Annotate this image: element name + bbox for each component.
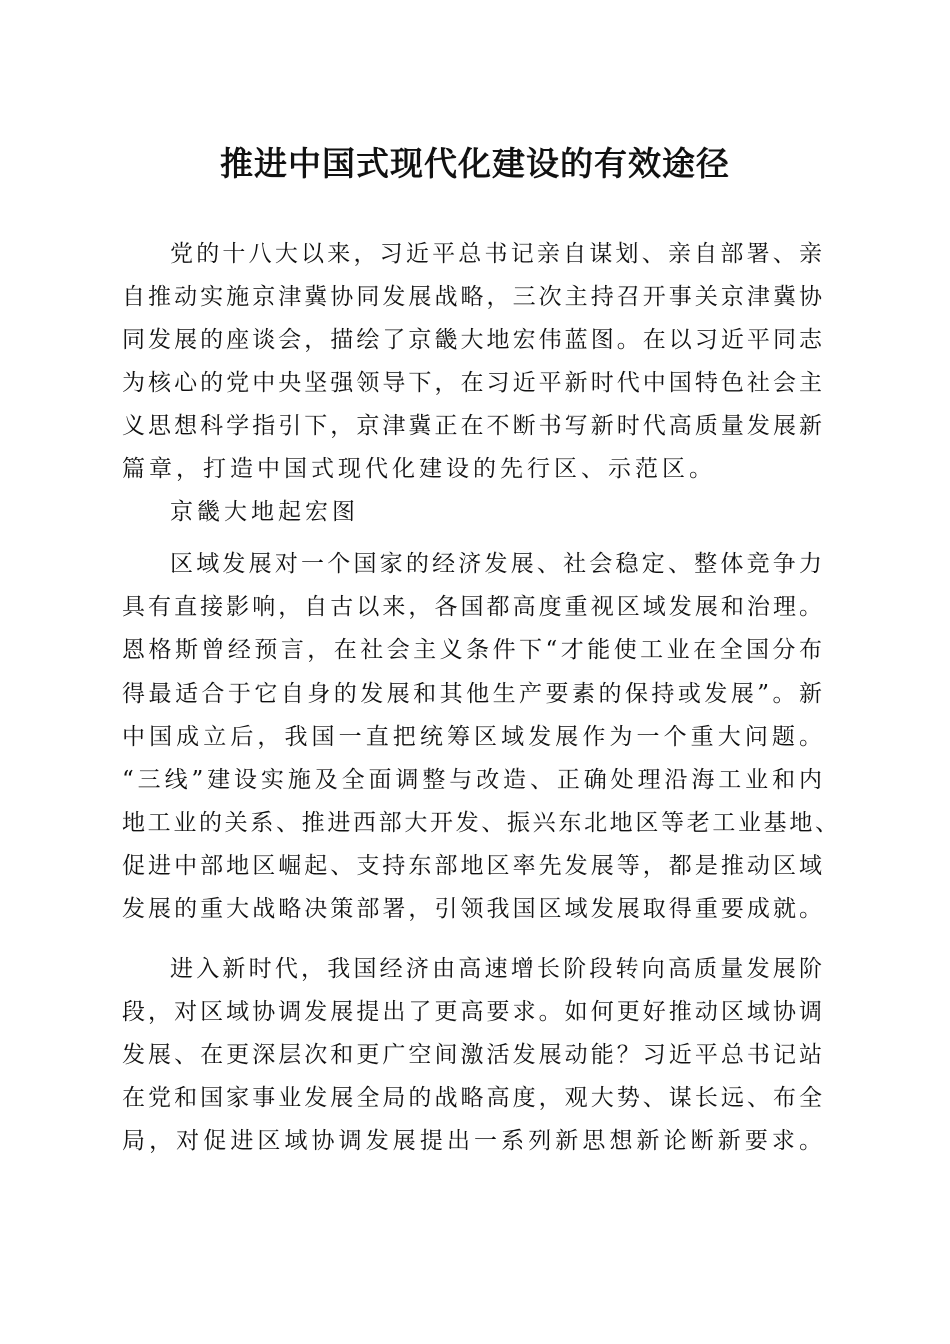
text-line: 段，对区域协调发展提出了更高要求。如何更好推动区域协调 <box>122 999 822 1025</box>
text-line: 恩格斯曾经预言，在社会主义条件下“才能使工业在全国分布 <box>122 637 822 663</box>
text-line: 自推动实施京津冀协同发展战略，三次主持召开事关京津冀协 <box>122 284 822 310</box>
text-line: 发展、在更深层次和更广空间激活发展动能？习近平总书记站 <box>122 1042 822 1068</box>
text-line: 促进中部地区崛起、支持东部地区率先发展等，都是推动区域 <box>122 853 822 879</box>
document-title: 推进中国式现代化建设的有效途径 <box>220 144 730 183</box>
text-line: 局，对促进区域协调发展提出一系列新思想新论断新要求。 <box>122 1128 822 1154</box>
text-line: 在党和国家事业发展全局的战略高度，观大势、谋长远、布全 <box>122 1085 822 1111</box>
section-heading: 京畿大地起宏图 <box>170 499 359 525</box>
text-line: 篇章，打造中国式现代化建设的先行区、示范区。 <box>122 456 716 482</box>
text-line: 中国成立后，我国一直把统筹区域发展作为一个重大问题。 <box>122 724 822 750</box>
text-line: 进入新时代，我国经济由高速增长阶段转向高质量发展阶 <box>170 956 822 982</box>
text-line: 党的十八大以来，习近平总书记亲自谋划、亲自部署、亲 <box>170 241 822 267</box>
text-line: 具有直接影响，自古以来，各国都高度重视区域发展和治理。 <box>122 594 822 620</box>
text-line: 为核心的党中央坚强领导下，在习近平新时代中国特色社会主 <box>122 370 822 396</box>
text-line: 区域发展对一个国家的经济发展、社会稳定、整体竞争力 <box>170 551 822 577</box>
text-line: “三线”建设实施及全面调整与改造、正确处理沿海工业和内 <box>122 767 822 793</box>
text-line: 发展的重大战略决策部署，引领我国区域发展取得重要成就。 <box>122 896 822 922</box>
text-line: 得最适合于它自身的发展和其他生产要素的保持或发展”。新 <box>122 681 822 707</box>
text-line: 地工业的关系、推进西部大开发、振兴东北地区等老工业基地、 <box>122 810 838 836</box>
text-line: 同发展的座谈会，描绘了京畿大地宏伟蓝图。在以习近平同志 <box>122 327 822 353</box>
text-line: 义思想科学指引下，京津冀正在不断书写新时代高质量发展新 <box>122 413 822 439</box>
